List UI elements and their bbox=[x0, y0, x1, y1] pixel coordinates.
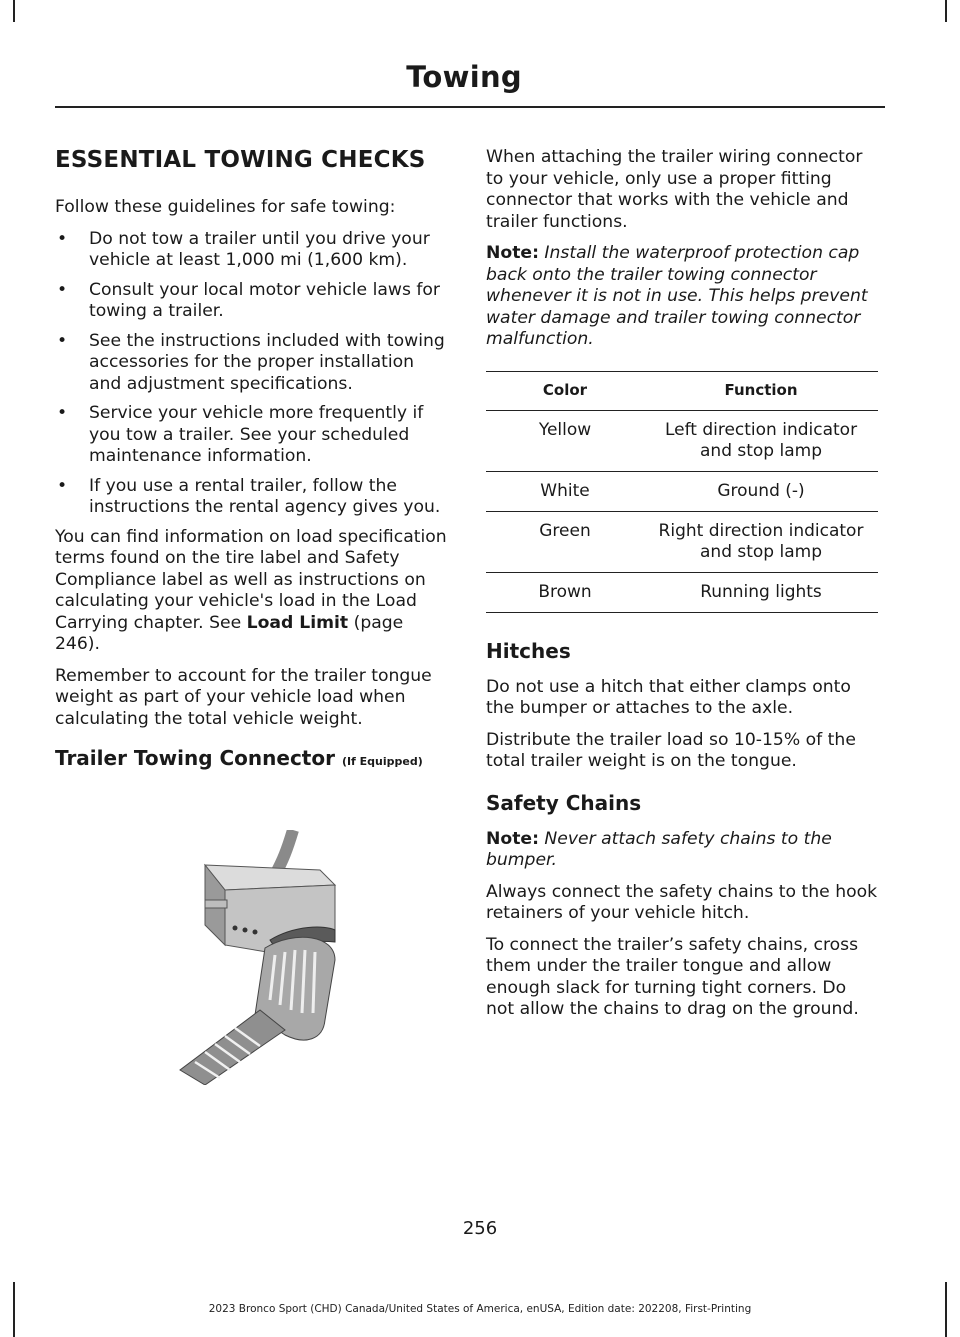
function-cell: Ground (-) bbox=[717, 480, 805, 501]
color-cell: White bbox=[540, 480, 590, 501]
list-item: • Service your vehicle more frequently if you tow a trailer. See your scheduled maintenance information. bbox=[57, 403, 424, 466]
color-cell: Green bbox=[539, 520, 591, 541]
load-info-paragraph: You can find information on load specification terms found on the tire label and Safety Compliance label as well as instructions on calculating your vehicle's load in the Load Carrying chapter. See Load Limit (page 246). bbox=[55, 526, 447, 654]
list-item: • See the instructions included with towing accessories for the proper installation and adjustment specifications. bbox=[57, 330, 445, 394]
safety-chains-heading: Safety Chains bbox=[486, 790, 642, 815]
wiring-paragraph: When attaching the trailer wiring connector to your vehicle, only use a proper fitting connector that works with the vehicle and trailer functions. bbox=[486, 147, 863, 232]
list-item: • Consult your local motor vehicle laws for towing a trailer. bbox=[57, 279, 440, 321]
load-limit-link[interactable]: Load Limit bbox=[246, 612, 349, 633]
edition-footer: 2023 Bronco Sport (CHD) Canada/United States of America, enUSA, Edition date: 202208, First-Printing bbox=[208, 1303, 752, 1315]
intro-text: Follow these guidelines for safe towing: bbox=[55, 197, 396, 217]
function-cell: Running lights bbox=[700, 581, 822, 602]
connector-function-table bbox=[486, 371, 878, 613]
page-number: 256 bbox=[462, 1218, 498, 1239]
connector-drawing bbox=[175, 830, 345, 1085]
function-cell: Left direction indicator and stop lamp bbox=[664, 419, 858, 461]
header-rule bbox=[55, 106, 885, 108]
note-paragraph: Note: Install the waterproof protection cap back onto the trailer towing connector whenever it is not in use. This helps prevent water damage and trailer towing connector malfunction. bbox=[486, 243, 868, 349]
table-row bbox=[486, 410, 878, 471]
trailer-connector-illustration bbox=[175, 830, 345, 1085]
hitches-heading: Hitches bbox=[486, 638, 571, 663]
hitches-paragraph: Do not use a hitch that either clamps onto the bumper or attaches to the axle. bbox=[486, 676, 851, 718]
right-column bbox=[486, 147, 878, 1031]
list-item: • If you use a rental trailer, follow the instructions the rental agency gives you. bbox=[57, 475, 441, 517]
chains-paragraph: Always connect the safety chains to the hook retainers of your vehicle hitch. bbox=[486, 881, 878, 923]
connector-heading: Trailer Towing Connector (If Equipped) bbox=[55, 746, 423, 770]
color-cell: Brown bbox=[538, 581, 592, 602]
function-cell: Right direction indicator and stop lamp bbox=[658, 520, 864, 562]
left-column bbox=[55, 147, 447, 784]
list-item: • Do not tow a trailer until you drive your vehicle at least 1,000 mi (1,600 km). bbox=[57, 228, 430, 270]
page-title: Towing bbox=[406, 60, 522, 94]
table-row bbox=[486, 572, 878, 612]
tongue-weight-paragraph: Remember to account for the trailer tongue weight as part of your vehicle load when calculating the total vehicle weight. bbox=[55, 665, 432, 729]
chains-paragraph: To connect the trailer’s safety chains, cross them under the trailer tongue and allow enough slack for turning tight corners. Do not allow the chains to drag on the ground. bbox=[486, 934, 859, 1019]
color-cell: Yellow bbox=[538, 419, 592, 440]
table-row bbox=[486, 471, 878, 511]
hitches-paragraph: Distribute the trailer load so 10-15% of the total trailer weight is on the tongue. bbox=[486, 729, 856, 771]
note-paragraph: Note: Never attach safety chains to the bumper. bbox=[486, 828, 832, 870]
crop-mark bbox=[13, 0, 15, 22]
column-header-function: Function bbox=[724, 381, 798, 399]
crop-mark bbox=[945, 0, 947, 22]
table-row bbox=[486, 511, 878, 572]
guideline-list bbox=[55, 229, 447, 519]
table-header-row bbox=[486, 371, 878, 410]
column-header-color: Color bbox=[542, 381, 588, 399]
section-heading: ESSENTIAL TOWING CHECKS bbox=[55, 147, 426, 173]
